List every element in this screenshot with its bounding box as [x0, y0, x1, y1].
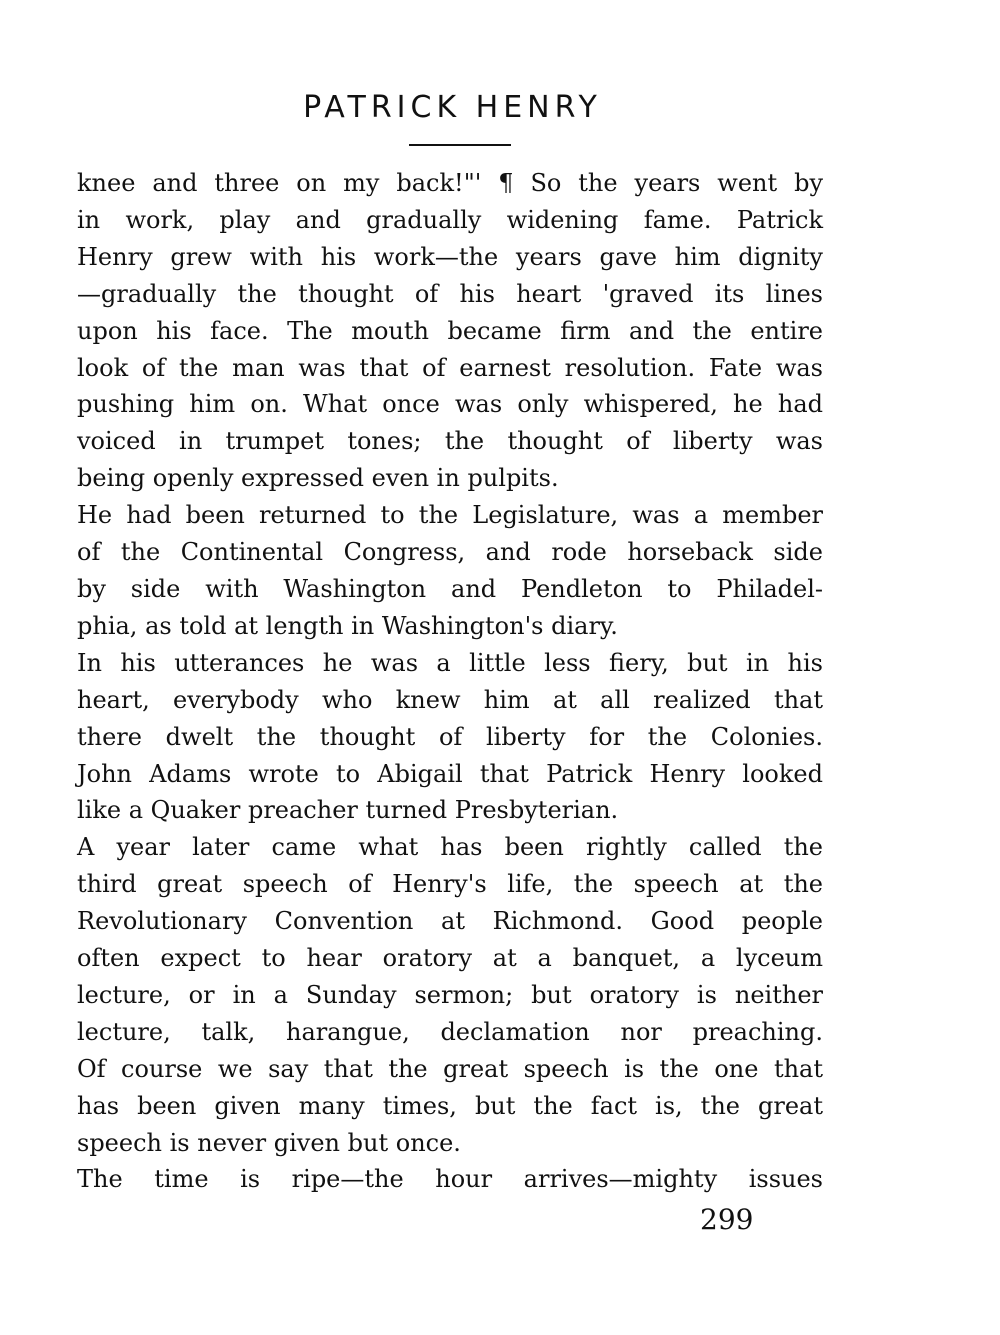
- paragraph: [77, 645, 823, 830]
- text-line: A year later came what has been rightly called the: [77, 833, 823, 862]
- text-line: speech is never given but once.: [77, 1128, 461, 1157]
- text-line: pushing him on. What once was only whispered, he had: [77, 390, 823, 419]
- paragraph: [77, 165, 823, 497]
- text-line: look of the man was that of earnest resolution. Fate was: [77, 353, 823, 382]
- text-line: The time is ripe—the hour arrives—mighty issues: [77, 1165, 823, 1194]
- text-line: In his utterances he was a little less fiery, but in his: [77, 648, 823, 677]
- text-line: knee and three on my back!"' ¶ So the years went by: [77, 169, 823, 197]
- text-line: heart, everybody who knew him at all realized that: [77, 685, 823, 714]
- text-line: John Adams wrote to Abigail that Patrick Henry looked: [77, 759, 823, 788]
- text-line: being openly expressed even in pulpits.: [77, 464, 559, 493]
- page-number: 299: [700, 1203, 754, 1236]
- text-line: lecture, talk, harangue, declamation nor preaching.: [77, 1017, 823, 1046]
- paragraph: [77, 829, 823, 1161]
- paragraph: [77, 1161, 823, 1198]
- text-line: Revolutionary Convention at Richmond. Good people: [77, 907, 823, 936]
- text-line: third great speech of Henry's life, the speech at the: [77, 870, 823, 899]
- text-line: He had been returned to the Legislature, was a member: [77, 501, 823, 530]
- body-text: [77, 165, 823, 1198]
- text-line: phia, as told at length in Washington's diary.: [77, 611, 618, 640]
- text-line: there dwelt the thought of liberty for the Colonies.: [77, 722, 823, 751]
- text-line: has been given many times, but the fact is, the great: [77, 1091, 823, 1120]
- running-head: PATRICK HENRY: [303, 90, 602, 125]
- text-line: lecture, or in a Sunday sermon; but oratory is neither: [77, 980, 823, 1009]
- text-line: upon his face. The mouth became firm and the entire: [77, 316, 823, 345]
- text-line: in work, play and gradually widening fame. Patrick: [77, 205, 823, 234]
- text-line: often expect to hear oratory at a banquet, a lyceum: [77, 944, 823, 973]
- text-line: like a Quaker preacher turned Presbyterian.: [77, 796, 619, 825]
- text-line: Henry grew with his work—the years gave him dignity: [77, 242, 823, 271]
- head-rule: [409, 144, 511, 146]
- text-line: —gradually the thought of his heart 'graved its lines: [77, 279, 823, 308]
- paragraph: [77, 497, 823, 645]
- text-line: Of course we say that the great speech is the one that: [77, 1054, 823, 1083]
- text-line: voiced in trumpet tones; the thought of liberty was: [77, 427, 823, 456]
- text-line: by side with Washington and Pendleton to Philadel-: [77, 574, 823, 603]
- text-line: of the Continental Congress, and rode horseback side: [77, 538, 823, 567]
